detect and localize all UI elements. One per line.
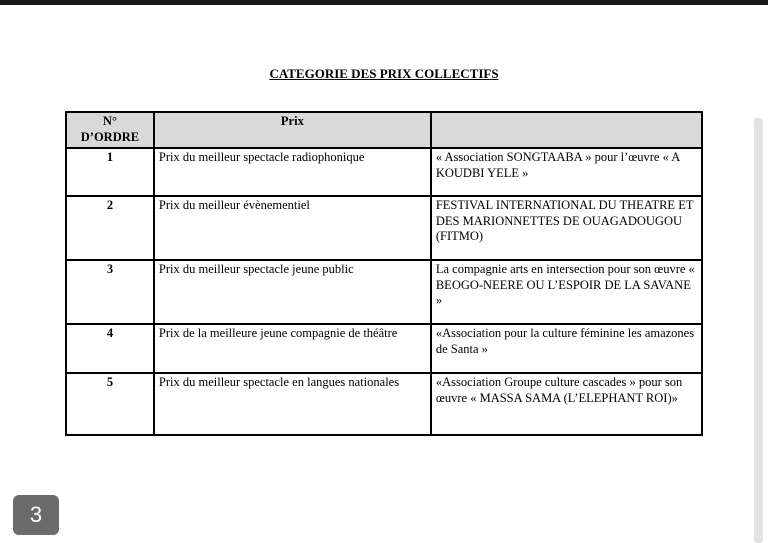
row-prize: Prix du meilleur spectacle radiophonique xyxy=(154,148,431,196)
header-order-line2: D’ORDRE xyxy=(80,129,140,144)
prizes-table xyxy=(65,111,703,436)
row-number: 3 xyxy=(66,260,154,324)
table-row xyxy=(66,324,702,373)
row-number: 1 xyxy=(66,148,154,196)
header-order xyxy=(66,112,154,148)
document-title: CATEGORIE DES PRIX COLLECTIFS xyxy=(269,66,499,81)
table-row xyxy=(66,196,702,260)
row-winner: « Association SONGTAABA » pour l’œuvre « A KOUDBI YELE » xyxy=(431,148,702,196)
row-winner: «Association Groupe culture cascades » pour son œuvre « MASSA SAMA (L’ELEPHANT ROI)» xyxy=(431,373,702,435)
header-winner xyxy=(431,112,702,148)
page-number-badge: 3 xyxy=(13,495,59,535)
row-prize: Prix du meilleur spectacle en langues nationales xyxy=(154,373,431,435)
table-row xyxy=(66,148,702,196)
row-number: 4 xyxy=(66,324,154,373)
row-prize: Prix de la meilleure jeune compagnie de théâtre xyxy=(154,324,431,373)
table-row xyxy=(66,260,702,324)
header-prize: Prix xyxy=(154,112,431,148)
table-header-row xyxy=(66,112,702,148)
row-winner: La compagnie arts en intersection pour son œuvre « BEOGO-NEERE OU L’ESPOIR DE LA SAVANE » xyxy=(431,260,702,324)
vertical-scrollbar[interactable] xyxy=(754,118,763,543)
row-prize: Prix du meilleur spectacle jeune public xyxy=(154,260,431,324)
row-prize: Prix du meilleur évènementiel xyxy=(154,196,431,260)
row-number: 2 xyxy=(66,196,154,260)
table-row xyxy=(66,373,702,435)
row-winner: FESTIVAL INTERNATIONAL DU THEATRE ET DES MARIONNETTES DE OUAGADOUGOU (FITMO) xyxy=(431,196,702,260)
row-number: 5 xyxy=(66,373,154,435)
row-winner: «Association pour la culture féminine les amazones de Santa » xyxy=(431,324,702,373)
top-bar xyxy=(0,0,768,5)
header-order-line1: N° xyxy=(102,114,117,128)
